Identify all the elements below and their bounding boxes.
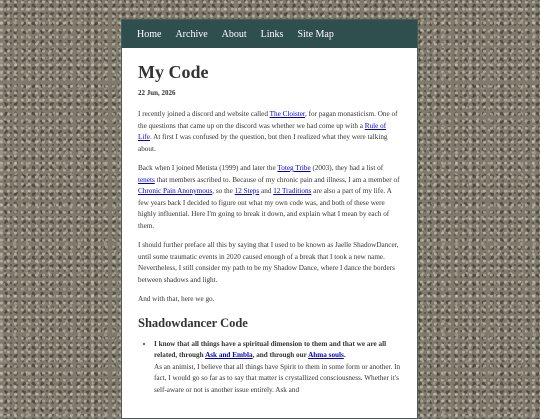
post-date: 22 Jun, 2026	[138, 89, 176, 97]
paragraph-preface: I should further preface all this by saying that I used to be known as Jaelle ShadowDancer, until some traumatic events in 2020 caused enough of a break that I took a new name. Nevertheless, I still consider my path to be my Shadow Dance, where I dance the borders between shadows and light.	[138, 241, 399, 284]
link-12-traditions[interactable]: 12 Traditions	[273, 187, 312, 195]
text: that members ascribed to. Because of my chronic pain and illness, I am a member of	[154, 175, 400, 184]
text: , for pagan monasticism. One of the questions that came up on the discord was whether we had come up with a	[138, 110, 398, 130]
paragraph-intro	[138, 109, 401, 155]
link-rule-of-life[interactable]: Rule of Life	[138, 121, 387, 141]
text: I recently joined a discord and website called	[138, 110, 270, 118]
nav-about[interactable]: About	[221, 28, 247, 40]
list-item-description: As an animist, I believe that all things have Spirit to them in some form or another. In fact, I would go so far as to say that matter is crystallized consciousness. Whether it's self-aware or not is another issue entirely. Ask and	[154, 362, 401, 394]
list-item-heading	[154, 340, 386, 360]
link-ahma-souls[interactable]: Ahma souls	[308, 351, 344, 359]
link-tenets[interactable]: tenets	[138, 175, 155, 184]
text: I know that all things have a spiritual dimension to them and that we are all related, through	[154, 339, 387, 359]
text: are also a part of my life. A few years back I decided to figure out what my own code was, and both of these were highly influential. Here I'm going to break it down, and explain what I mean by each of them.	[138, 187, 392, 230]
code-list	[138, 339, 401, 397]
nav-archive[interactable]: Archive	[175, 28, 208, 40]
paragraph-history	[138, 163, 401, 232]
list-item	[154, 339, 401, 397]
text: . At first I was confused by the question, but then I realized what they were talking about.	[138, 133, 388, 153]
text: , and through our	[252, 351, 309, 359]
section-title: Shadowdancer Code	[138, 315, 248, 330]
link-ask-and-embla[interactable]: Ask and Embla	[205, 351, 253, 359]
nav-links[interactable]: Links	[260, 28, 284, 40]
text: Back when I joined Metista (1999) and later the	[138, 164, 278, 172]
link-toteg-tribe[interactable]: Toteg Tribe	[277, 164, 311, 172]
nav-home[interactable]: Home	[137, 28, 162, 40]
text: .	[343, 351, 346, 359]
page-container	[121, 19, 418, 419]
text: and	[259, 187, 274, 195]
nav-site-map[interactable]: Site Map	[297, 28, 334, 40]
top-navigation	[122, 20, 417, 48]
article	[122, 48, 417, 396]
paragraph-transition: And with that, here we go.	[138, 295, 215, 303]
link-12-steps[interactable]: 12 Steps	[234, 187, 260, 195]
text: , so the	[212, 187, 235, 195]
link-the-cloister[interactable]: The Cloister	[269, 110, 306, 118]
link-chronic-pain-anonymous[interactable]: Chronic Pain Anonymous	[138, 187, 213, 195]
text: (2003), they had a list of	[310, 164, 384, 172]
page-title: My Code	[138, 62, 209, 82]
